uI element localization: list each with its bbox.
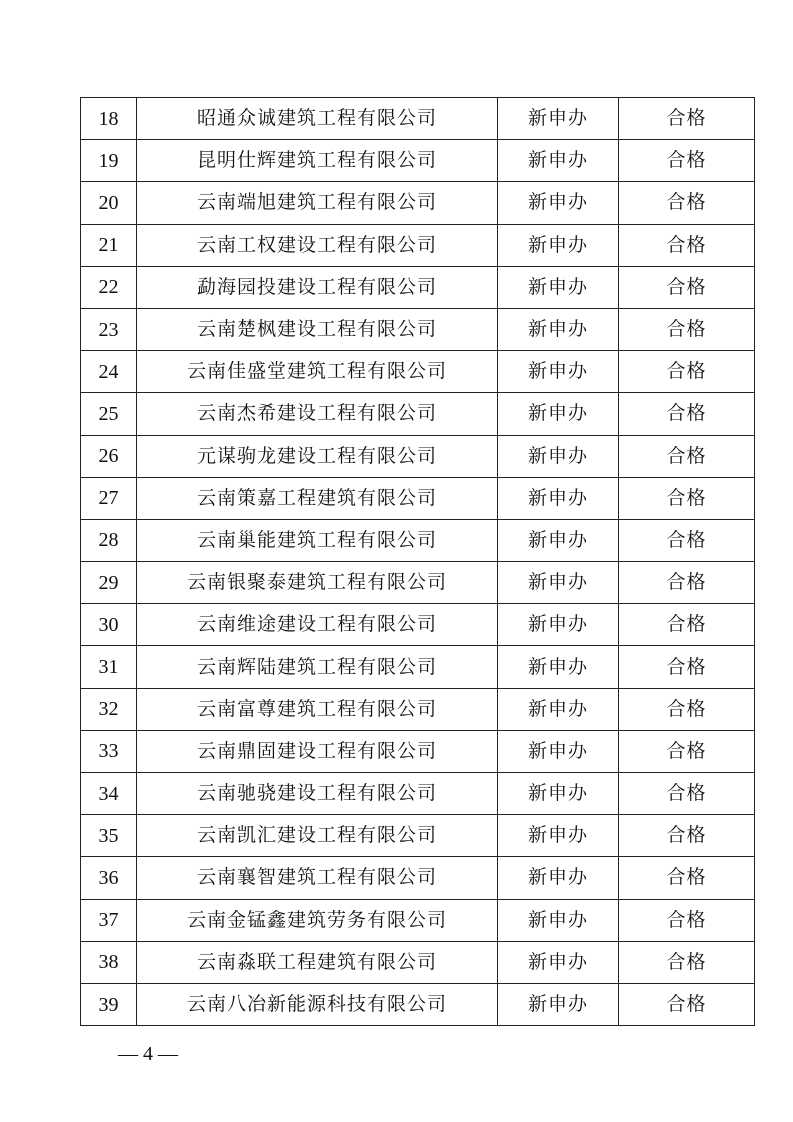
row-number-cell: 19	[81, 140, 137, 182]
table-row	[81, 308, 755, 350]
company-name-cell: 昆明仕辉建筑工程有限公司	[137, 140, 498, 182]
table-row	[81, 983, 755, 1025]
table-row	[81, 140, 755, 182]
table-row	[81, 98, 755, 140]
application-type-cell: 新申办	[498, 773, 619, 815]
review-result-cell: 合格	[619, 857, 755, 899]
company-name-cell: 云南银聚泰建筑工程有限公司	[137, 562, 498, 604]
company-name-cell: 元谋驹龙建设工程有限公司	[137, 435, 498, 477]
application-type-cell: 新申办	[498, 815, 619, 857]
review-result-cell: 合格	[619, 98, 755, 140]
table-row	[81, 477, 755, 519]
row-number-cell: 34	[81, 773, 137, 815]
row-number-cell: 30	[81, 604, 137, 646]
row-number-cell: 39	[81, 983, 137, 1025]
company-name-cell: 勐海园投建设工程有限公司	[137, 266, 498, 308]
review-result-cell: 合格	[619, 477, 755, 519]
table-row	[81, 351, 755, 393]
company-name-cell: 昭通众诚建筑工程有限公司	[137, 98, 498, 140]
row-number-cell: 28	[81, 519, 137, 561]
application-type-cell: 新申办	[498, 435, 619, 477]
application-type-cell: 新申办	[498, 604, 619, 646]
application-type-cell: 新申办	[498, 519, 619, 561]
table-row	[81, 266, 755, 308]
application-type-cell: 新申办	[498, 899, 619, 941]
review-result-cell: 合格	[619, 983, 755, 1025]
application-type-cell: 新申办	[498, 266, 619, 308]
row-number-cell: 31	[81, 646, 137, 688]
table-row	[81, 435, 755, 477]
row-number-cell: 25	[81, 393, 137, 435]
application-type-cell: 新申办	[498, 477, 619, 519]
review-result-cell: 合格	[619, 351, 755, 393]
application-type-cell: 新申办	[498, 857, 619, 899]
company-name-cell: 云南金锰鑫建筑劳务有限公司	[137, 899, 498, 941]
table-row	[81, 519, 755, 561]
page-number: — 4 —	[118, 1043, 178, 1065]
table-row	[81, 562, 755, 604]
row-number-cell: 38	[81, 941, 137, 983]
company-name-cell: 云南辉陆建筑工程有限公司	[137, 646, 498, 688]
application-type-cell: 新申办	[498, 182, 619, 224]
company-name-cell: 云南淼联工程建筑有限公司	[137, 941, 498, 983]
company-name-cell: 云南端旭建筑工程有限公司	[137, 182, 498, 224]
review-result-cell: 合格	[619, 815, 755, 857]
application-type-cell: 新申办	[498, 224, 619, 266]
company-name-cell: 云南佳盛堂建筑工程有限公司	[137, 351, 498, 393]
table-row	[81, 182, 755, 224]
review-result-cell: 合格	[619, 646, 755, 688]
row-number-cell: 26	[81, 435, 137, 477]
table-row	[81, 224, 755, 266]
row-number-cell: 22	[81, 266, 137, 308]
review-result-cell: 合格	[619, 182, 755, 224]
company-name-cell: 云南楚枫建设工程有限公司	[137, 308, 498, 350]
row-number-cell: 29	[81, 562, 137, 604]
review-result-cell: 合格	[619, 941, 755, 983]
application-type-cell: 新申办	[498, 308, 619, 350]
application-type-cell: 新申办	[498, 646, 619, 688]
company-name-cell: 云南策嘉工程建筑有限公司	[137, 477, 498, 519]
review-result-cell: 合格	[619, 140, 755, 182]
company-name-cell: 云南凯汇建设工程有限公司	[137, 815, 498, 857]
table-row	[81, 941, 755, 983]
results-table	[80, 97, 755, 1026]
table-row	[81, 815, 755, 857]
review-result-cell: 合格	[619, 308, 755, 350]
company-name-cell: 云南鼎固建设工程有限公司	[137, 730, 498, 772]
review-result-cell: 合格	[619, 730, 755, 772]
row-number-cell: 35	[81, 815, 137, 857]
company-name-cell: 云南巢能建筑工程有限公司	[137, 519, 498, 561]
table-row	[81, 857, 755, 899]
row-number-cell: 36	[81, 857, 137, 899]
table-row	[81, 688, 755, 730]
application-type-cell: 新申办	[498, 140, 619, 182]
application-type-cell: 新申办	[498, 351, 619, 393]
row-number-cell: 18	[81, 98, 137, 140]
review-result-cell: 合格	[619, 224, 755, 266]
table-row	[81, 393, 755, 435]
company-name-cell: 云南杰希建设工程有限公司	[137, 393, 498, 435]
application-type-cell: 新申办	[498, 393, 619, 435]
row-number-cell: 20	[81, 182, 137, 224]
review-result-cell: 合格	[619, 393, 755, 435]
review-result-cell: 合格	[619, 688, 755, 730]
application-type-cell: 新申办	[498, 983, 619, 1025]
table-row	[81, 730, 755, 772]
company-name-cell: 云南富尊建筑工程有限公司	[137, 688, 498, 730]
row-number-cell: 24	[81, 351, 137, 393]
company-name-cell: 云南工权建设工程有限公司	[137, 224, 498, 266]
row-number-cell: 32	[81, 688, 137, 730]
row-number-cell: 27	[81, 477, 137, 519]
table-row	[81, 604, 755, 646]
application-type-cell: 新申办	[498, 941, 619, 983]
review-result-cell: 合格	[619, 266, 755, 308]
row-number-cell: 21	[81, 224, 137, 266]
company-name-cell: 云南八冶新能源科技有限公司	[137, 983, 498, 1025]
application-type-cell: 新申办	[498, 98, 619, 140]
table-row	[81, 773, 755, 815]
review-result-cell: 合格	[619, 562, 755, 604]
results-table-body	[81, 98, 755, 1026]
application-type-cell: 新申办	[498, 688, 619, 730]
review-result-cell: 合格	[619, 899, 755, 941]
application-type-cell: 新申办	[498, 562, 619, 604]
review-result-cell: 合格	[619, 604, 755, 646]
row-number-cell: 37	[81, 899, 137, 941]
review-result-cell: 合格	[619, 773, 755, 815]
table-row	[81, 646, 755, 688]
application-type-cell: 新申办	[498, 730, 619, 772]
table-row	[81, 899, 755, 941]
company-name-cell: 云南襄智建筑工程有限公司	[137, 857, 498, 899]
row-number-cell: 33	[81, 730, 137, 772]
company-name-cell: 云南驰骁建设工程有限公司	[137, 773, 498, 815]
row-number-cell: 23	[81, 308, 137, 350]
company-name-cell: 云南维途建设工程有限公司	[137, 604, 498, 646]
review-result-cell: 合格	[619, 519, 755, 561]
review-result-cell: 合格	[619, 435, 755, 477]
